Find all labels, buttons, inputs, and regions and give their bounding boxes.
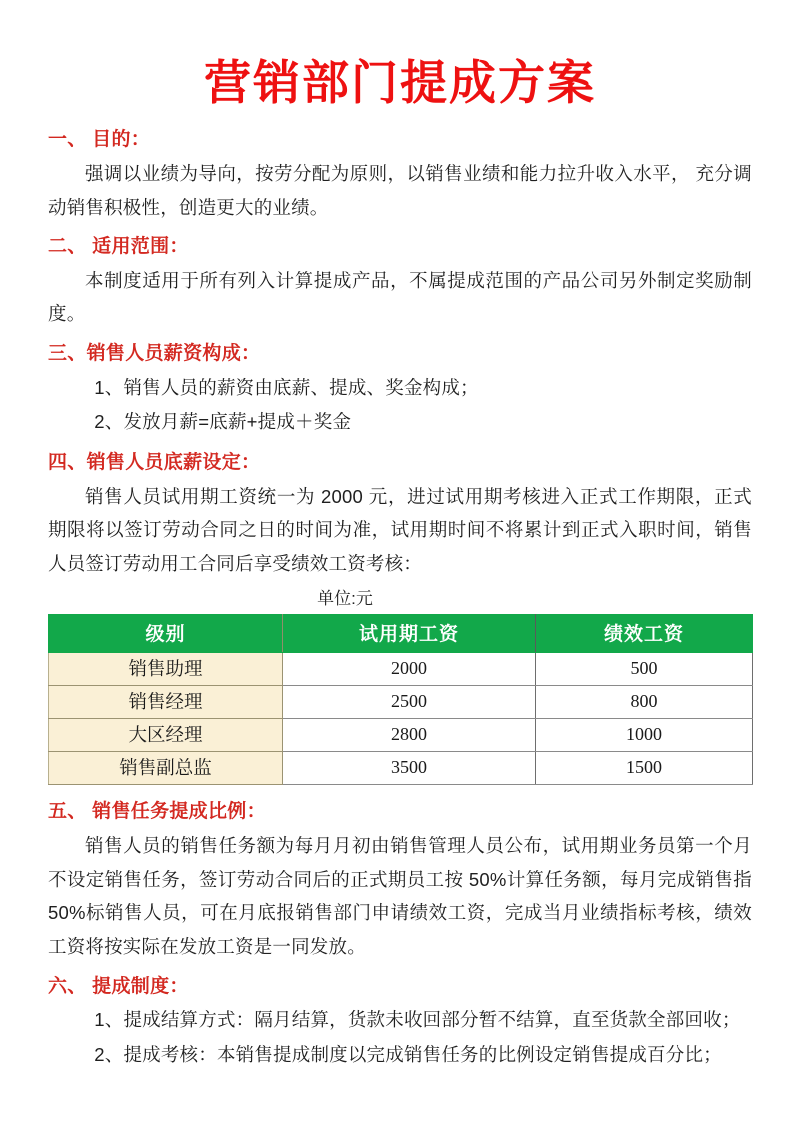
cell-probation: 3500 bbox=[283, 752, 536, 785]
section-body-base-salary: 销售人员试用期工资统一为 2000 元，进过试用期考核进入正式工作期限，正式期限将以签订劳动合同之日的时间为准，试用期时间不将累计到正式入职时间，销售人员签订劳动用工合同后享受绩效工资考核： bbox=[48, 485, 752, 574]
cell-performance: 1500 bbox=[536, 752, 753, 785]
section-heading-scope: 二、 适用范围： bbox=[48, 236, 189, 258]
table-header-row bbox=[49, 615, 753, 653]
document-body bbox=[0, 117, 800, 1072]
cell-performance: 800 bbox=[536, 686, 753, 719]
section-heading-commission-system: 六、 提成制度： bbox=[48, 975, 189, 997]
table-header-level: 级别 bbox=[49, 615, 283, 653]
table-row bbox=[49, 686, 753, 719]
section-heading-salary-composition: 三、销售人员薪资构成： bbox=[48, 343, 261, 365]
cell-level: 大区经理 bbox=[49, 719, 283, 752]
cell-level: 销售经理 bbox=[49, 686, 283, 719]
table-header-probation: 试用期工资 bbox=[283, 615, 536, 653]
cell-probation: 2800 bbox=[283, 719, 536, 752]
commission-system-item-1: 1、提成结算方式：隔月结算，货款未收回部分暂不结算，直至货款全部回收； bbox=[94, 1009, 741, 1030]
cell-level: 销售副总监 bbox=[49, 752, 283, 785]
section-heading-purpose: 一、 目的： bbox=[48, 129, 151, 151]
section-body-purpose: 强调以业绩为导向，按劳分配为原则，以销售业绩和能力拉升收入水平， 充分调动销售积极性，创造更大的业绩。 bbox=[48, 162, 752, 218]
cell-performance: 500 bbox=[536, 653, 753, 686]
cell-performance: 1000 bbox=[536, 719, 753, 752]
table-row bbox=[49, 752, 753, 785]
section-heading-commission-ratio: 五、 销售任务提成比例： bbox=[48, 801, 266, 823]
section-heading-base-salary: 四、销售人员底薪设定： bbox=[48, 452, 261, 474]
salary-composition-item-2: 2、发放月薪=底薪+提成＋奖金 bbox=[94, 411, 352, 433]
cell-probation: 2000 bbox=[283, 653, 536, 686]
cell-probation: 2500 bbox=[283, 686, 536, 719]
section-body-scope: 本制度适用于所有列入计算提成产品，不属提成范围的产品公司另外制定奖励制度。 bbox=[48, 269, 752, 325]
section-body-commission-ratio: 销售人员的销售任务额为每月月初由销售管理人员公布，试用期业务员第一个月不设定销售任务，签订劳动合同后的正式期员工按 50%计算任务额，每月完成销售指 50%标销售人员，可在月底报销售部门申请绩效工资，完成当月业绩指标考核，绩效工资将按实际在发放工资是一同发放。 bbox=[48, 834, 752, 957]
cell-level: 销售助理 bbox=[49, 653, 283, 686]
salary-table-body bbox=[49, 653, 753, 785]
salary-composition-item-1: 1、销售人员的薪资由底薪、提成、奖金构成； bbox=[94, 376, 479, 398]
table-row bbox=[49, 653, 753, 686]
page-title: 营销部门提成方案 bbox=[204, 56, 596, 111]
commission-system-item-2: 2、提成考核：本销售提成制度以完成销售任务的比例设定销售提成百分比； bbox=[94, 1043, 722, 1065]
table-unit-label: 单位:元 bbox=[317, 588, 373, 608]
table-row bbox=[49, 719, 753, 752]
salary-table bbox=[48, 614, 753, 785]
table-header-performance: 绩效工资 bbox=[536, 615, 753, 653]
